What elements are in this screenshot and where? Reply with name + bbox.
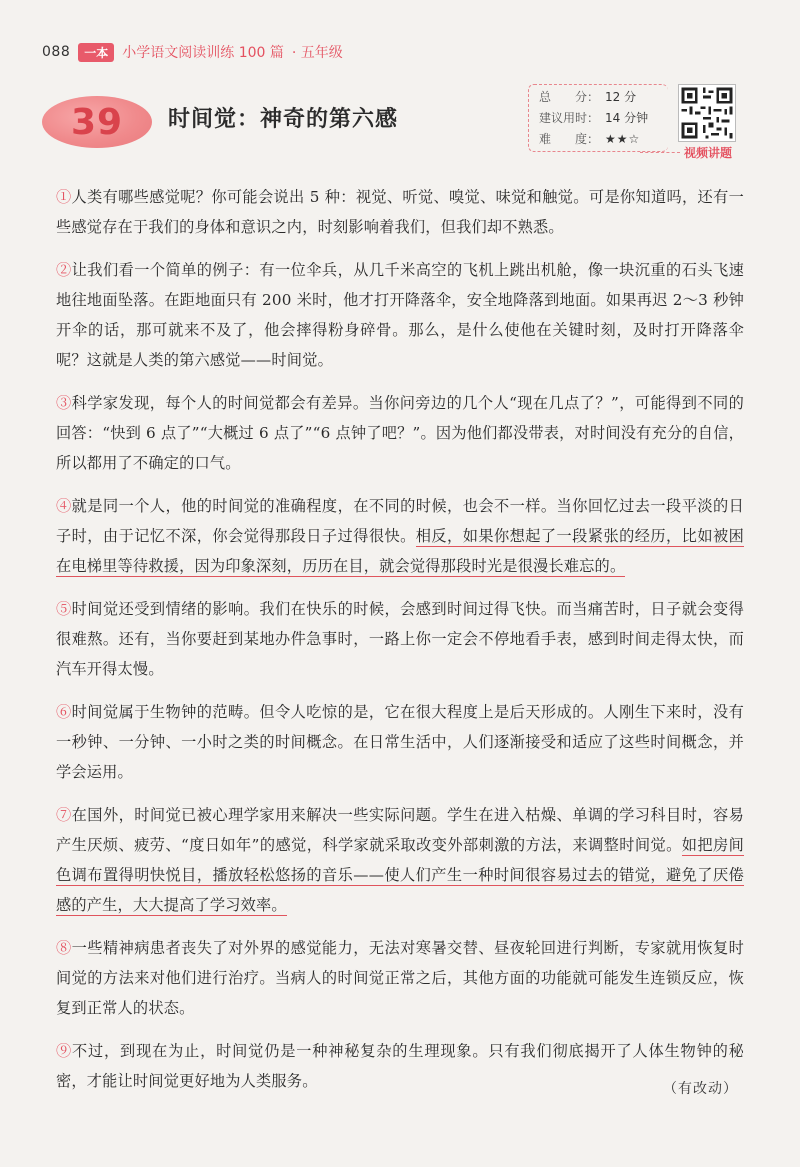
lesson-title: 时间觉：神奇的第六感 (168, 107, 399, 132)
paragraph-4 (56, 491, 744, 581)
paragraph-text: 人类有哪些感觉呢？你可能会说出 5 种：视觉、听觉、嗅觉、味觉和触觉。可是你知道吗，还有一些感觉存在于我们的身体和意识之内，时刻影响着我们，但我们却不熟悉。 (56, 188, 745, 236)
paragraph-6 (56, 697, 744, 787)
paragraph-number: ① (56, 188, 72, 206)
paragraph-3 (56, 388, 744, 478)
info-difficulty-row (539, 129, 668, 150)
article-body (56, 182, 744, 1109)
info-time-row (539, 108, 668, 129)
time-label: 建议用时： (539, 111, 600, 125)
paragraph-5 (56, 594, 744, 684)
page-header (42, 40, 343, 64)
lesson-heading (40, 84, 760, 174)
paragraph-text: 时间觉属于生物钟的范畴。但令人吃惊的是，它在很大程度上是后天形成的。人刚生下来时，没有一秒钟、一分钟、一小时之类的时间概念。在日常生活中，人们逐渐接受和适应了这些时间概念，并学会运用。 (56, 703, 745, 781)
difficulty-stars: ★★☆ (605, 132, 641, 146)
paragraph-text: 一些精神病患者丧失了对外界的感觉能力，无法对寒暑交替、昼夜轮回进行判断，专家就用恢复时间觉的方法来对他们进行治疗。当病人的时间觉正常之后，其他方面的功能就可能发生连锁反应，恢复到正常人的状态。 (56, 939, 745, 1017)
page-number: 088 (42, 44, 71, 60)
video-explanation-label[interactable]: 视频讲题 (683, 146, 732, 160)
paragraph-number: ② (56, 261, 72, 279)
series-title: 小学语文阅读训练 100 篇 (122, 45, 284, 61)
paragraph-number: ④ (56, 497, 72, 515)
lesson-number: 39 (70, 101, 124, 143)
paragraph-1 (56, 182, 744, 242)
paragraph-number: ⑦ (56, 806, 72, 824)
grade-label: · 五年级 (291, 45, 343, 61)
revision-note: （有改动） (663, 1081, 738, 1097)
paragraph-text: 在国外，时间觉已被心理学家用来解决一些实际问题。学生在进入枯燥、单调的学习科目时，容易产生厌烦、疲劳、“度日如年”的感觉，科学家就采取改变外部刺激的方法，来调整时间觉。 (56, 806, 745, 854)
paragraph-number: ⑤ (56, 600, 72, 618)
paragraph-2 (56, 255, 744, 375)
paragraph-text: 让我们看一个简单的例子：有一位伞兵，从几千米高空的飞机上跳出机舱，像一块沉重的石头飞速地往地面坠落。在距地面只有 200 米时，他才打开降落伞，安全地降落到地面。如果再迟 2～3 秒钟开伞的话，那可就来不及了，他会摔得粉身碎骨。那么，是什么使他在关键时刻，及时打开降落伞呢？这就是人类的第六感觉——时间觉。 (56, 261, 745, 369)
total-label: 总 分： (539, 90, 600, 104)
paragraph-number: ③ (56, 394, 72, 412)
paragraph-7 (56, 800, 744, 920)
paragraph-text: 就是同一个人，他的时间觉的准确程度，在不同的时候，也会不一样。当你回忆过去一段平淡的日子时，由于记忆不深，你会觉得那段日子过得很快。 (56, 497, 745, 545)
paragraph-number: ⑨ (56, 1042, 73, 1060)
paragraph-text: 科学家发现，每个人的时间觉都会有差异。当你问旁边的几个人“现在几点了？”，可能得到不同的回答：“快到 6 点了”“大概过 6 点了”“6 点钟了吧？”。因为他们都没带表，对时间没有充分的自信，所以都用了不确定的口气。 (56, 394, 744, 472)
paragraph-text: 时间觉还受到情绪的影响。我们在快乐的时候，会感到时间过得飞快。而当痛苦时，日子就会变得很难熬。还有，当你要赶到某地办件急事时，一路上你一定会不停地看手表，感到时间走得太快，而汽车开得太慢。 (56, 600, 745, 678)
underlined-sentence: 如把房间色调布置得明快悦目，播放轻松悠扬的音乐——使人们产生一种时间很容易过去的错觉，避免了厌倦感的产生，大大提高了学习效率。 (56, 836, 744, 914)
total-value: 12 分 (605, 90, 637, 104)
brand-badge: 一本 (78, 43, 114, 62)
paragraph-number: ⑧ (56, 939, 72, 957)
paragraph-text: 不过，到现在为止，时间觉仍是一种神秘复杂的生理现象。只有我们彻底揭开了人体生物钟的秘密，才能让时间觉更好地为人类服务。 (56, 1042, 744, 1090)
paragraph-8 (56, 933, 744, 1023)
paragraph-9 (56, 1036, 744, 1096)
paragraph-number: ⑥ (56, 703, 72, 721)
difficulty-label: 难 度： (539, 132, 600, 146)
info-total-row (539, 87, 668, 108)
info-box (528, 84, 668, 152)
underlined-sentence: 相反，如果你想起了一段紧张的经历，比如被困在电梯里等待救援，因为印象深刻，历历在目，就会觉得那段时光是很漫长难忘的。 (56, 527, 744, 575)
qr-code-icon[interactable] (678, 84, 736, 142)
lesson-number-badge (42, 96, 152, 148)
time-value: 14 分钟 (605, 111, 649, 125)
